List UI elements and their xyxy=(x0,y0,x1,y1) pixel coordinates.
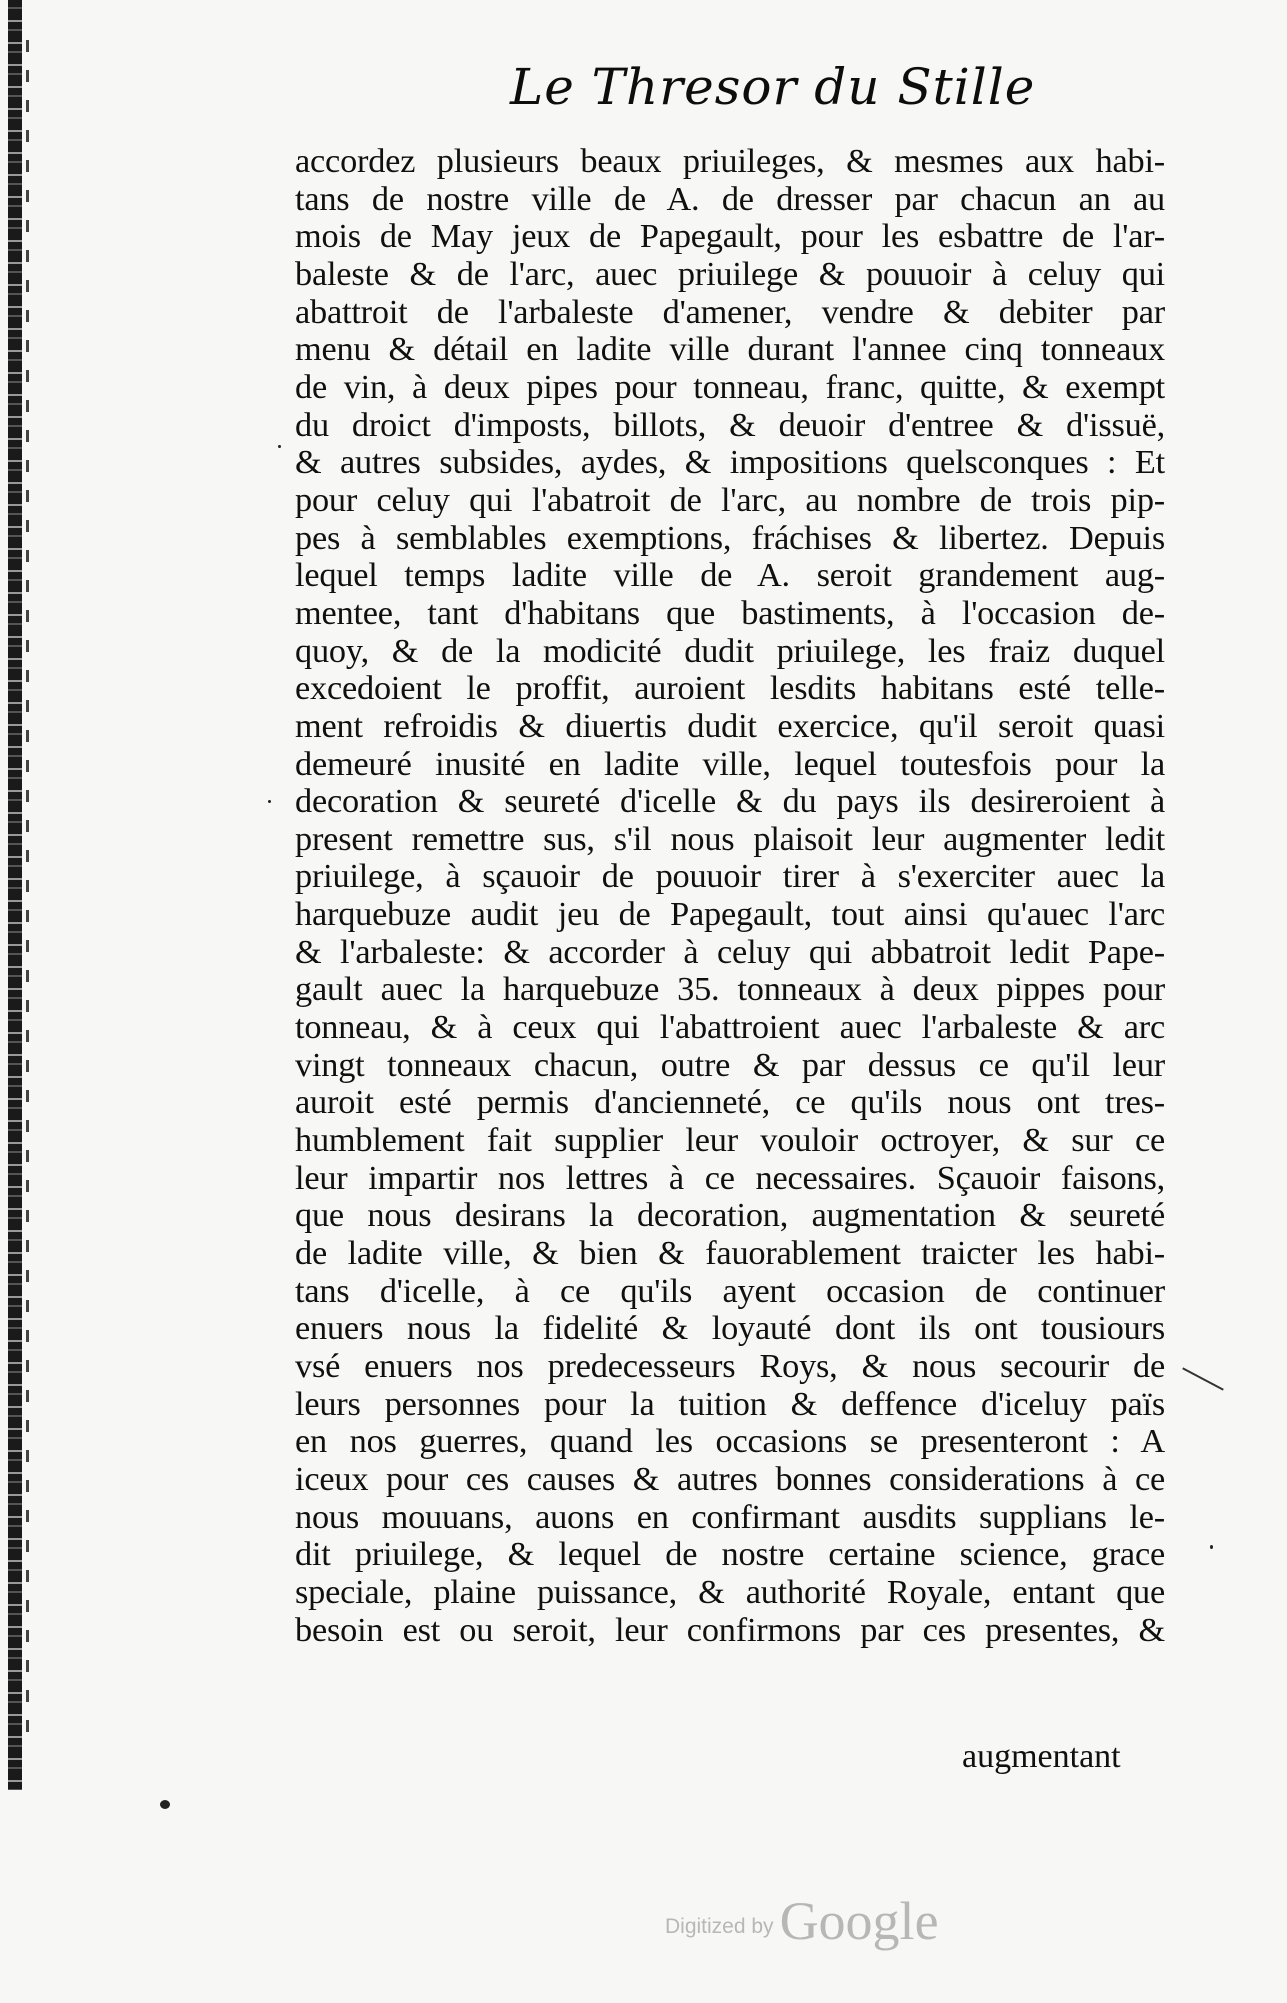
text-line: speciale, plaine puissance, & authorité Royale, entant que xyxy=(295,1573,1165,1611)
text-line: leurs personnes pour la tuition & deffence d'iceluy païs xyxy=(295,1385,1165,1423)
text-line: menu & détail en ladite ville durant l'annee cinq tonneaux xyxy=(295,331,1165,369)
text-line: auroit esté permis d'ancienneté, ce qu'ils nous ont tres- xyxy=(295,1084,1165,1122)
text-line: gault auec la harquebuze 35. tonneaux à deux pippes pour xyxy=(295,971,1165,1009)
binding-shadow xyxy=(26,40,29,1740)
text-line: baleste & de l'arc, auec priuilege & pouuoir à celuy qui xyxy=(295,255,1165,293)
text-line: besoin est ou seroit, leur confirmons par ces presentes, & xyxy=(295,1611,1165,1649)
text-line: quoy, & de la modicité dudit priuilege, les fraiz duquel xyxy=(295,632,1165,670)
text-line: humblement fait supplier leur vouloir octroyer, & sur ce xyxy=(295,1122,1165,1160)
text-line: pour celuy qui l'abatroit de l'arc, au nombre de trois pip- xyxy=(295,481,1165,519)
binding-edge xyxy=(8,0,22,1790)
text-line: nous mouuans, auons en confirmant ausdits supplians le- xyxy=(295,1498,1165,1536)
text-line: pes à semblables exemptions, fráchises & libertez. Depuis xyxy=(295,519,1165,557)
text-line: vingt tonneaux chacun, outre & par dessus ce qu'il leur xyxy=(295,1046,1165,1084)
text-line: que nous desirans la decoration, augmentation & seureté xyxy=(295,1197,1165,1235)
text-line: priuilege, à sçauoir de pouuoir tirer à s'exerciter auec la xyxy=(295,858,1165,896)
catchword: augmentant xyxy=(962,1738,1121,1775)
text-line: enuers nous la fidelité & loyauté dont ils ont tousiours xyxy=(295,1310,1165,1348)
ink-speck xyxy=(160,1800,170,1809)
text-line: harquebuze audit jeu de Papegault, tout ainsi qu'auec l'arc xyxy=(295,896,1165,934)
text-line: tonneau, & à ceux qui l'abattroient auec l'arbaleste & arc xyxy=(295,1009,1165,1047)
text-line: & l'arbaleste: & accorder à celuy qui abbatroit ledit Pape- xyxy=(295,933,1165,971)
ink-speck xyxy=(278,445,281,448)
text-line: ment refroidis & diuertis dudit exercice, qu'il seroit quasi xyxy=(295,707,1165,745)
page-header: Le Thresor du Stille xyxy=(510,58,1036,116)
text-line: de ladite ville, & bien & fauorablement traicter les habi- xyxy=(295,1235,1165,1273)
text-line: excedoient le proffit, auroient lesdits habitans esté telle- xyxy=(295,670,1165,708)
text-line: demeuré inusité en ladite ville, lequel toutesfois pour la xyxy=(295,745,1165,783)
text-line: leur impartir nos lettres à ce necessaires. Sçauoir faisons, xyxy=(295,1159,1165,1197)
digitized-watermark xyxy=(665,1890,939,1952)
ink-speck xyxy=(1210,1545,1213,1549)
text-line: accordez plusieurs beaux priuileges, & mesmes aux habi- xyxy=(295,143,1165,180)
text-line: lequel temps ladite ville de A. seroit grandement aug- xyxy=(295,557,1165,595)
text-line: du droict d'imposts, billots, & deuoir d'entree & d'issuë, xyxy=(295,406,1165,444)
text-line: present remettre sus, s'il nous plaisoit leur augmenter ledit xyxy=(295,820,1165,858)
text-line: mois de May jeux de Papegault, pour les esbattre de l'ar- xyxy=(295,218,1165,256)
text-line: dit priuilege, & lequel de nostre certaine science, grace xyxy=(295,1536,1165,1574)
text-line: decoration & seureté d'icelle & du pays ils desireroient à xyxy=(295,783,1165,821)
google-logo: Google xyxy=(779,1891,939,1951)
text-line: mentee, tant d'habitans que bastiments, à l'occasion de- xyxy=(295,594,1165,632)
text-line: de vin, à deux pipes pour tonneau, franc, quitte, & exempt xyxy=(295,368,1165,406)
ink-scratch xyxy=(1182,1367,1224,1390)
text-line: vsé enuers nos predecesseurs Roys, & nous secourir de xyxy=(295,1348,1165,1385)
text-line: & autres subsides, aydes, & impositions quelsconques : Et xyxy=(295,444,1165,482)
text-line: iceux pour ces causes & autres bonnes considerations à ce xyxy=(295,1460,1165,1498)
text-line: en nos guerres, quand les occasions se presenteront : A xyxy=(295,1423,1165,1461)
text-line: tans d'icelle, à ce qu'ils ayent occasion de continuer xyxy=(295,1272,1165,1310)
body-text xyxy=(295,143,1165,1649)
text-line: abattroit de l'arbaleste d'amener, vendre & debiter par xyxy=(295,293,1165,331)
ink-speck xyxy=(268,800,271,803)
watermark-prefix: Digitized by xyxy=(665,1915,774,1938)
text-line: tans de nostre ville de A. de dresser par chacun an au xyxy=(295,180,1165,218)
